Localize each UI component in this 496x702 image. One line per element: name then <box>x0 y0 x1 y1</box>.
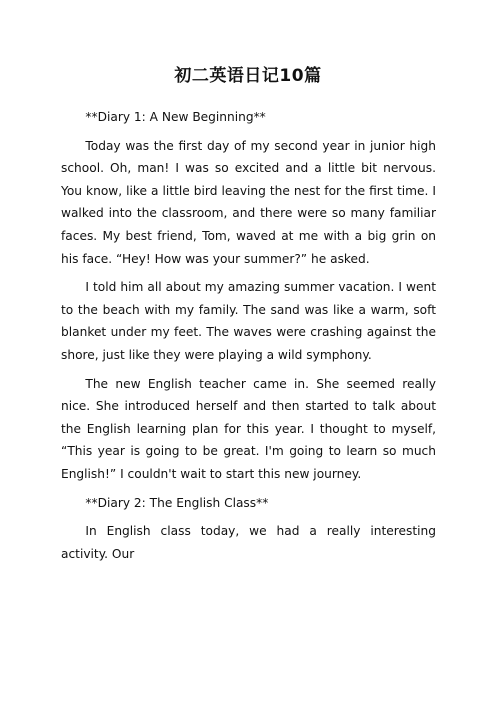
paragraph: In English class today, we had a really interesting activity. Our <box>61 524 436 561</box>
document-body <box>61 106 436 571</box>
paragraph: The new English teacher came in. She seemed really nice. She introduced herself and then started to talk about the English learning plan for this year. I thought to myself, “This year is going to be great. I'm going to learn so much English!” I couldn't wait to start this new journey. <box>61 376 436 481</box>
diary-1-heading: **Diary 1: A New Beginning** <box>85 110 266 124</box>
diary-2-heading: **Diary 2: The English Class** <box>85 495 269 510</box>
paragraph: I told him all about my amazing summer vacation. I went to the beach with my family. The sand was like a warm, soft blanket under my feet. The waves were crashing against the shore, just like they were playing a wild symphony. <box>61 280 436 362</box>
paragraph: Today was the first day of my second year in junior high school. Oh, man! I was so excited and a little bit nervous. You know, like a little bird leaving the nest for the first time. I walked into the classroom, and there were so many familiar faces. My best friend, Tom, waved at me with a big grin on his face. “Hey! How was your summer?” he asked. <box>61 138 436 266</box>
document-title: 初二英语日记10篇 <box>174 66 322 86</box>
